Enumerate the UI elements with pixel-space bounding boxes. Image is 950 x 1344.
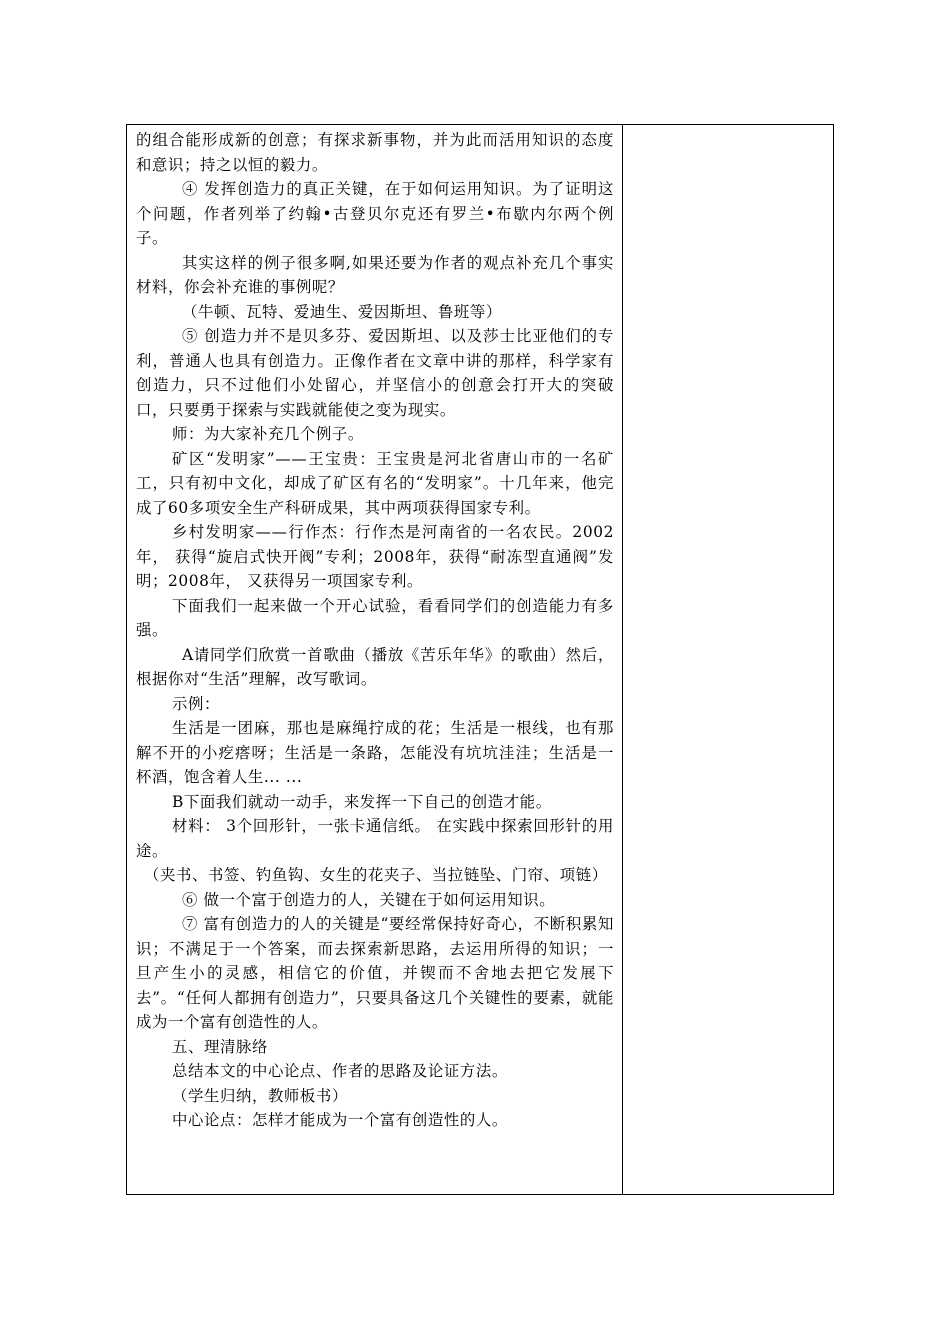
paragraph: （学生归纳，教师板书） [172,1086,348,1105]
lesson-content-cell [127,125,622,1194]
paragraph: 其实这样的例子很多啊,如果还要为作者的观点补充几个事实材料，你会补充谁的事例呢？ [136,253,614,296]
notes-cell [623,125,833,1194]
paragraph: ⑤ 创造力并不是贝多芬、爱因斯坦、以及莎士比亚他们的专利，普通人也具有创造力。正像作者在文章中讲的那样，科学家有创造力，只不过他们小处留心，并坚信小的创意会打开大的突破口，只要勇于探索与实践就能使之变为现实。 [136,327,614,419]
paragraph: 示例： [172,694,220,713]
paragraph: 生活是一团麻，那也是麻绳拧成的花；生活是一根线，也有那解不开的小疙瘩呀；生活是一条路，怎能没有坑坑洼洼；生活是一杯酒，饱含着人生... ... [136,719,614,786]
section-heading: 五、理清脉络 [172,1037,268,1056]
paragraph: 矿区“发明家”——王宝贵：王宝贵是河北省唐山市的一名矿工，只有初中文化，却成了矿区有名的“发明家”。十几年来，他完成了60多项安全生产科研成果，其中两项获得国家专利。 [136,449,614,517]
lesson-table [126,124,834,1195]
paragraph: 的组合能形成新的创意；有探求新事物，并为此而活用知识的态度和意识；持之以恒的毅力。 [136,131,614,174]
paragraph: 总结本文的中心论点、作者的思路及论证方法。 [172,1062,508,1080]
paragraph: 乡村发明家——行作杰：行作杰是河南省的一名农民。2002年， 获得“旋启式快开阀”专利；2008年，获得“耐冻型直通阀”发明；2008年， 又获得另一项国家专利。 [136,523,614,590]
paragraph: 下面我们一起来做一个开心试验，看看同学们的创造能力有多强。 [136,596,614,639]
paragraph: ⑦ 富有创造力的人的关键是“要经常保持好奇心，不断积累知识；不满足于一个答案，而去探索新思路，去运用所得的知识；一旦产生小的灵感，相信它的价值，并锲而不舍地去把它发展下去”。“任何人都拥有创造力”，只要具备这几个关键性的要素，就能成为一个富有创造性的人。 [136,915,614,1031]
paragraph: 中心论点：怎样才能成为一个富有创造性的人。 [172,1111,508,1129]
paragraph: 师：为大家补充几个例子。 [172,425,364,443]
paragraph: （夹书、书签、钓鱼钩、女生的花夹子、当拉链坠、门帘、项链） [144,866,608,884]
paragraph: （牛顿、瓦特、爱迪生、爱因斯坦、鲁班等） [182,302,502,321]
paragraph: 材料： 3个回形针，一张卡通信纸。 在实践中探索回形针的用途。 [136,817,614,860]
paragraph: B下面我们就动一动手，来发挥一下自己的创造才能。 [172,792,552,811]
paragraph: ⑥ 做一个富于创造力的人，关键在于如何运用知识。 [182,890,556,909]
paragraph: A请同学们欣赏一首歌曲（播放《苦乐年华》的歌曲）然后，根据你对“生活”理解，改写歌词。 [136,645,614,688]
paragraph: ④ 发挥创造力的真正关键，在于如何运用知识。为了证明这个问题，作者列举了约翰•古登贝尔克还有罗兰•布歇内尔两个例子。 [136,180,614,247]
